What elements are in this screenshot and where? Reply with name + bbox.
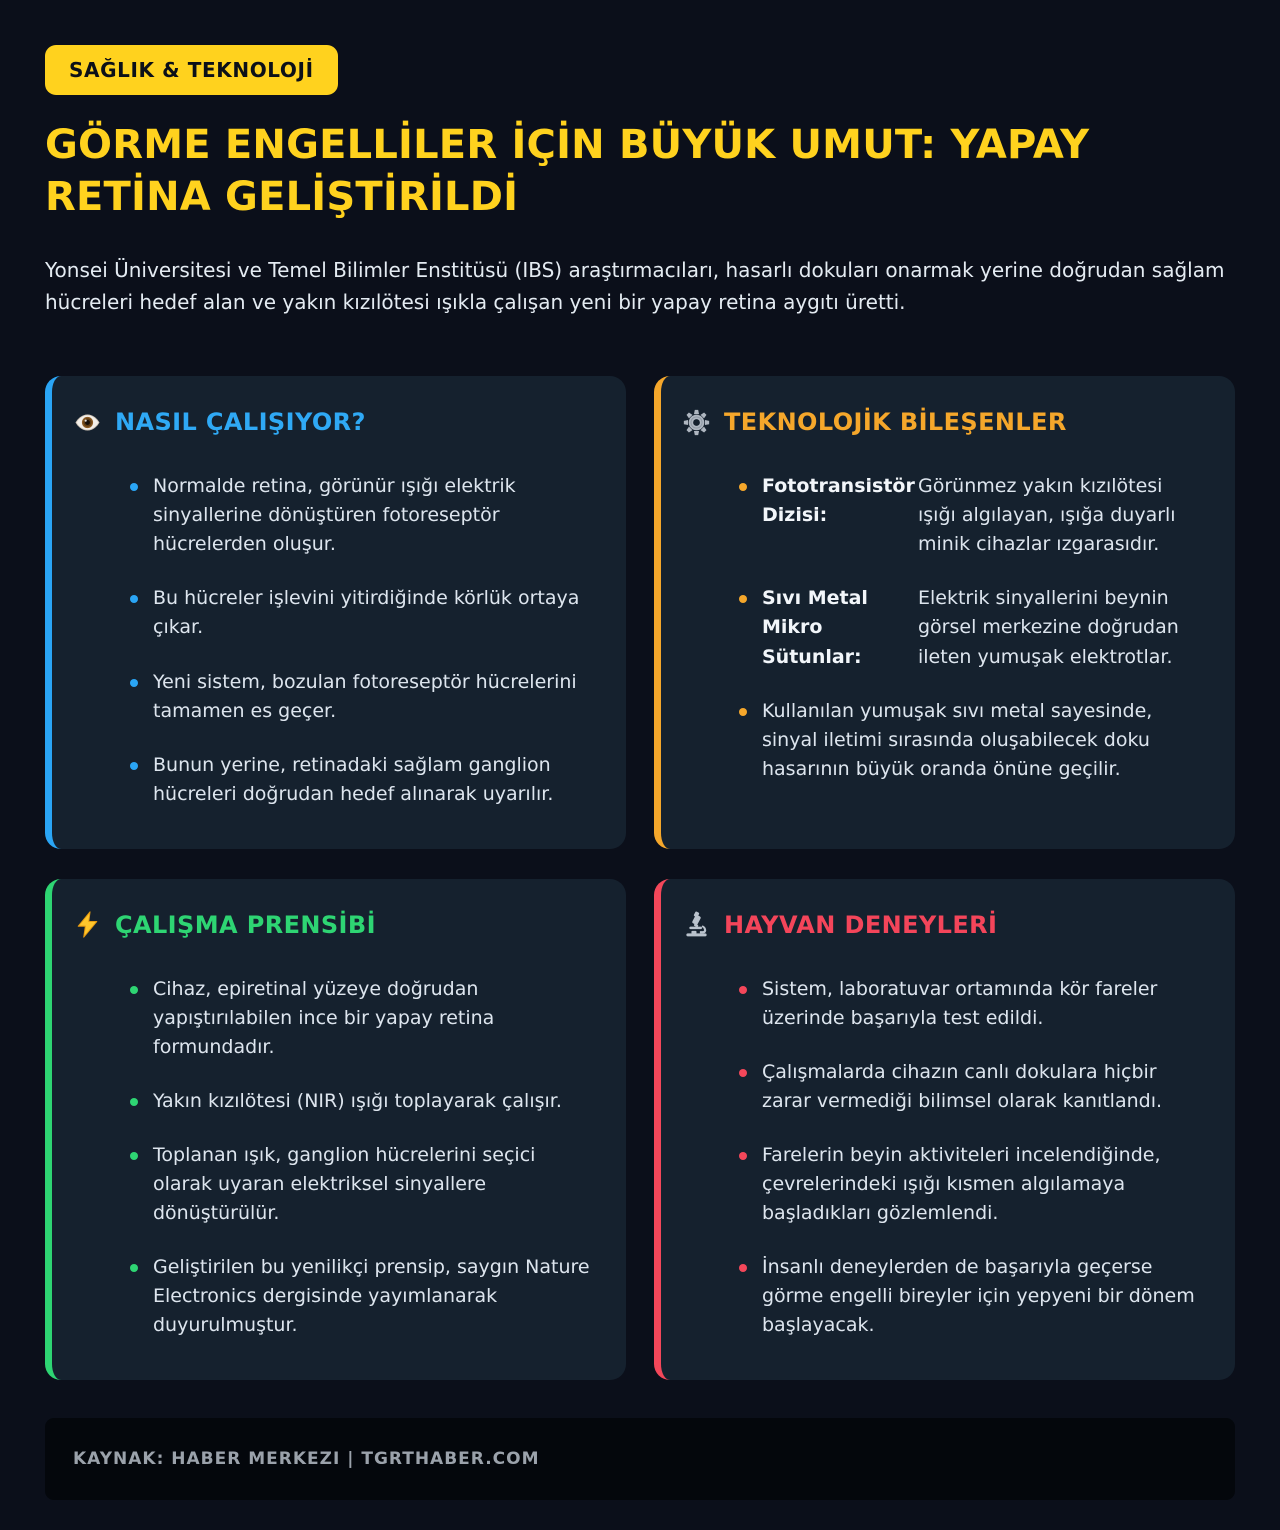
bullet-item: Yeni sistem, bozulan fotoreseptör hücrelerini tamamen es geçer. (130, 668, 596, 726)
card-header (683, 911, 1205, 939)
bullet-item: Farelerin beyin aktiviteleri incelendiğinde, çevrelerindeki ışığı kısmen algılamaya başladıkları gözlemlendi. (739, 1141, 1205, 1228)
bullet-item: İnsanlı deneylerden de başarıyla geçerse görme engelli bireyler için yepyeni bir dönem başlayacak. (739, 1253, 1205, 1340)
card-header (74, 408, 596, 436)
bullet-item: Cihaz, epiretinal yüzeye doğrudan yapıştırılabilen ince bir yapay retina formundadır. (130, 975, 596, 1062)
bullet-list (683, 697, 1205, 784)
term-description: Elektrik sinyallerini beynin görsel merkezine doğrudan ileten yumuşak elektrotlar. (918, 587, 1179, 668)
bullet-list (74, 975, 596, 1341)
bullet-item: Kullanılan yumuşak sıvı metal sayesinde, sinyal iletimi sırasında oluşabilecek doku hasarının büyük oranda önüne geçilir. (739, 697, 1205, 784)
card-title: NASIL ÇALIŞIYOR? (115, 408, 366, 437)
bullet-item: Sistem, laboratuvar ortamında kör fareler üzerinde başarıyla test edildi. (739, 975, 1205, 1033)
category-badge: SAĞLIK & TEKNOLOJİ (45, 45, 338, 95)
card-animal-experiments (654, 879, 1235, 1381)
bullet-item: Bunun yerine, retinadaki sağlam ganglion hücreleri doğrudan hedef alınarak uyarılır. (130, 751, 596, 809)
card-title: TEKNOLOJİK BİLEŞENLER (724, 408, 1067, 437)
microscope-icon (683, 911, 710, 938)
lightning-icon (74, 911, 101, 938)
card-tech-components (654, 376, 1235, 849)
definition-item (739, 472, 1205, 559)
cards-grid (45, 376, 1235, 1380)
bullet-item: Toplanan ışık, ganglion hücrelerini seçici olarak uyaran elektriksel sinyallere dönüştürülür. (130, 1141, 596, 1228)
page-title: GÖRME ENGELLİLER İÇİN BÜYÜK UMUT: YAPAY RETİNA GELİŞTİRİLDİ (45, 122, 1090, 220)
term-label: Sıvı Metal Mikro Sütunlar: (762, 587, 868, 668)
card-title: ÇALIŞMA PRENSİBİ (115, 910, 376, 939)
definition-item (739, 584, 1205, 671)
term-label: Fototransistör Dizisi: (762, 475, 915, 527)
gear-icon (683, 409, 710, 436)
eye-icon (74, 409, 101, 436)
card-title: HAYVAN DENEYLERİ (724, 910, 998, 939)
term-description: Görünmez yakın kızılötesi ışığı algılayan, ışığa duyarlı minik cihazlar ızgarasıdır. (918, 475, 1176, 556)
bullet-item: Yakın kızılötesi (NIR) ışığı toplayarak çalışır. (130, 1087, 596, 1116)
source-text: KAYNAK: HABER MERKEZI | TGRTHABER.COM (73, 1449, 540, 1470)
card-header (74, 911, 596, 939)
source-bar (45, 1418, 1235, 1500)
intro-text: Yonsei Üniversitesi ve Temel Bilimler Enstitüsü (IBS) araştırmacıları, hasarlı dokuları onarmak yerine doğrudan sağlam hücreleri hedef alan ve yakın kızılötesi ışıkla çalışan yeni bir yapay retina aygıtı üretti. (45, 258, 1225, 314)
card-working-principle (45, 879, 626, 1381)
bullet-item: Çalışmalarda cihazın canlı dokulara hiçbir zarar vermediği bilimsel olarak kanıtlandı. (739, 1058, 1205, 1116)
bullet-list (74, 472, 596, 809)
bullet-item: Normalde retina, görünür ışığı elektrik sinyallerine dönüştüren fotoreseptör hücrelerden oluşur. (130, 472, 596, 559)
card-how-it-works (45, 376, 626, 849)
card-header (683, 408, 1205, 436)
bullet-item: Bu hücreler işlevini yitirdiğinde körlük ortaya çıkar. (130, 584, 596, 642)
bullet-list (683, 975, 1205, 1341)
bullet-item: Geliştirilen bu yenilikçi prensip, saygın Nature Electronics dergisinde yayımlanarak duyurulmuştur. (130, 1253, 596, 1340)
